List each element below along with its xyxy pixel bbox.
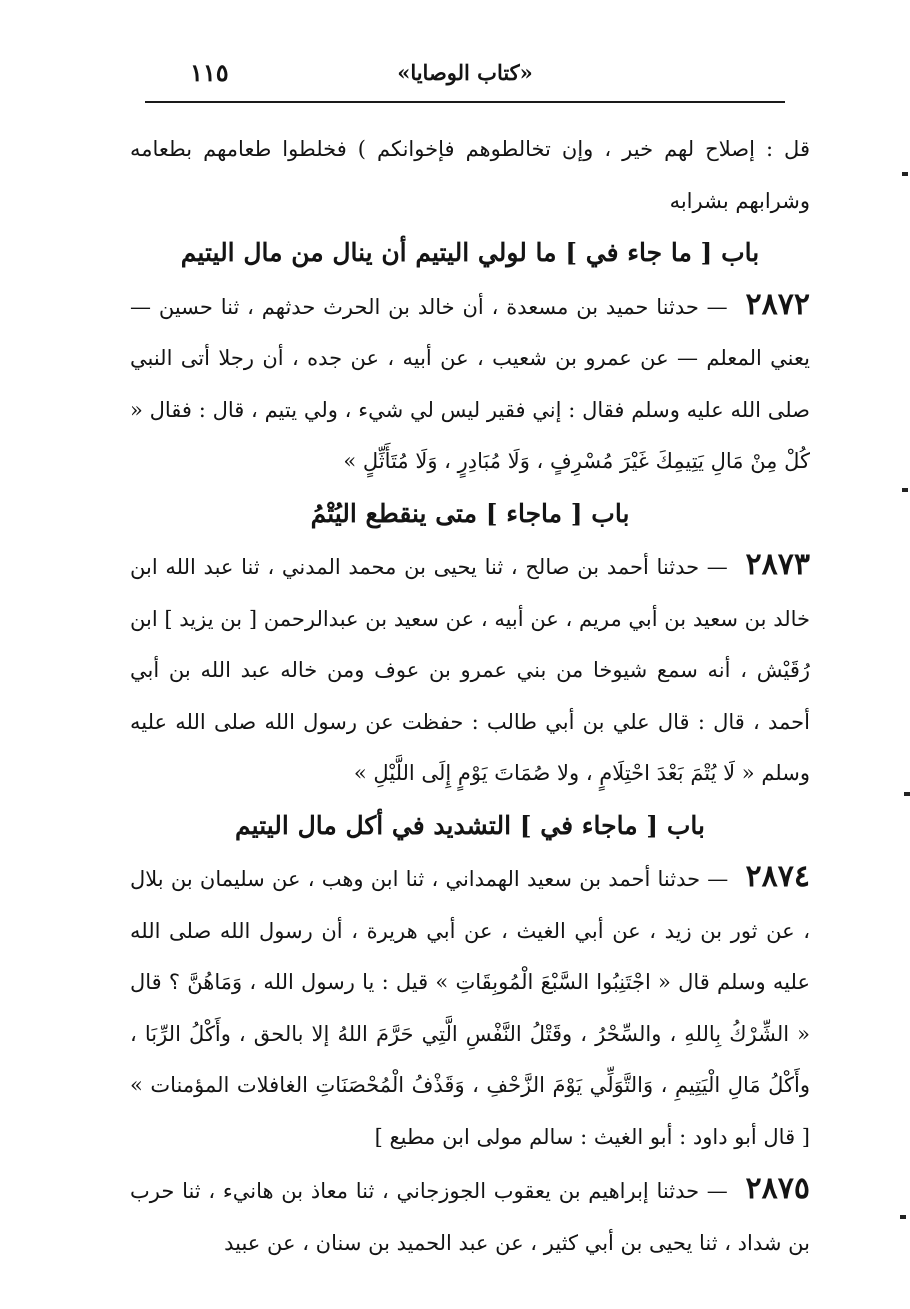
running-title: «كتاب الوصايا»: [397, 60, 533, 85]
hadith-paragraph: [130, 1163, 810, 1269]
hadith-paragraph: [130, 279, 810, 488]
hadith-number: ٢٨٧٣: [745, 547, 810, 582]
page-body: [130, 124, 810, 1269]
hadith-paragraph: [130, 851, 810, 1163]
margin-mark: [902, 172, 908, 176]
hadith-number: ٢٨٧٥: [745, 1171, 810, 1206]
hadith-text: — حدثنا إبراهيم بن يعقوب الجوزجاني ، ثنا معاذ بن هانيء ، ثنا حرب بن شداد ، ثنا يحيى بن أبي كثير ، عن عبد الحميد بن سنان ، عن عبيد: [130, 1179, 810, 1255]
chapter-heading: باب [ ما جاء في ] ما لولي اليتيم أن ينال من مال اليتيم: [180, 238, 760, 267]
header-rule: [145, 101, 785, 103]
hadith-text: — حدثنا أحمد بن صالح ، ثنا يحيى بن محمد المدني ، ثنا عبد الله ابن خالد بن سعيد بن أبي مريم ، عن أبيه ، عن سعيد بن عبدالرحمن [ بن يزيد ] ابن رُقَيْش ، أنه سمع شيوخا من بني عمرو بن عوف ومن خاله عبد الله بن أبي أحمد ، قال : قال علي بن أبي طالب : حفظت عن رسول الله صلى الله عليه وسلم « لَا يُتْمَ بَعْدَ احْتِلَامٍ ، ولا صُمَاتَ يَوْمٍ إِلَى اللَّيْلِ »: [130, 555, 810, 785]
hadith-number: ٢٨٧٤: [745, 859, 810, 894]
chapter-heading: باب [ ماجاء في ] التشديد في أكل مال اليتيم: [235, 810, 705, 840]
margin-mark: [902, 488, 908, 492]
intro-paragraph: قل : إصلاح لهم خير ، وإن تخالطوهم فإخوانكم ) فخلطوا طعامهم بطعامه وشرابهم بشرابه: [130, 137, 810, 213]
chapter-heading: باب [ ماجاء ] متى ينقطع اليُتْمُ: [310, 498, 630, 528]
hadith-number: ٢٨٧٢: [745, 286, 810, 322]
margin-mark: [900, 1215, 906, 1219]
page-number: ١١٥: [190, 58, 229, 87]
hadith-text: — حدثنا أحمد بن سعيد الهمداني ، ثنا ابن وهب ، عن سليمان بن بلال ، عن ثور بن زيد ، عن أبي الغيث ، عن أبي هريرة ، أن رسول الله صلى الله عليه وسلم قال « اجْتَنِبُوا السَّبْعَ الْمُوبِقَاتِ » قيل : يا رسول الله ، وَمَاهُنَّ ؟ قال « الشِّرْكُ بِاللهِ ، والسِّحْرُ ، وقَتْلُ النَّفْسِ الَّتِي حَرَّمَ اللهُ إلا بالحق ، وأَكْلُ الرِّبَا ، وأَكْلُ مَالِ الْيَتِيمِ ، وَالتَّوَلِّي يَوْمَ الزَّحْفِ ، وَقَذْفُ الْمُحْصَنَاتِ الغافلات المؤمنات » [ قال أبو داود : أبو الغيث : سالم مولى ابن مطيع ]: [130, 867, 810, 1149]
page-header: [145, 56, 785, 96]
hadith-paragraph: [130, 539, 810, 800]
margin-mark: [904, 792, 910, 796]
hadith-text: — حدثنا حميد بن مسعدة ، أن خالد بن الحرث حدثهم ، ثنا حسين — يعني المعلم — عن عمرو بن شعيب ، عن أبيه ، عن جده ، أن رجلا أتى النبي صلى الله عليه وسلم فقال : إني فقير ليس لي شيء ، ولي يتيم ، قال : فقال « كُلْ مِنْ مَالِ يَتِيمِكَ غَيْرَ مُسْرِفٍ ، وَلَا مُبَادِرٍ ، وَلَا مُتَأَثِّلٍ »: [130, 294, 810, 473]
